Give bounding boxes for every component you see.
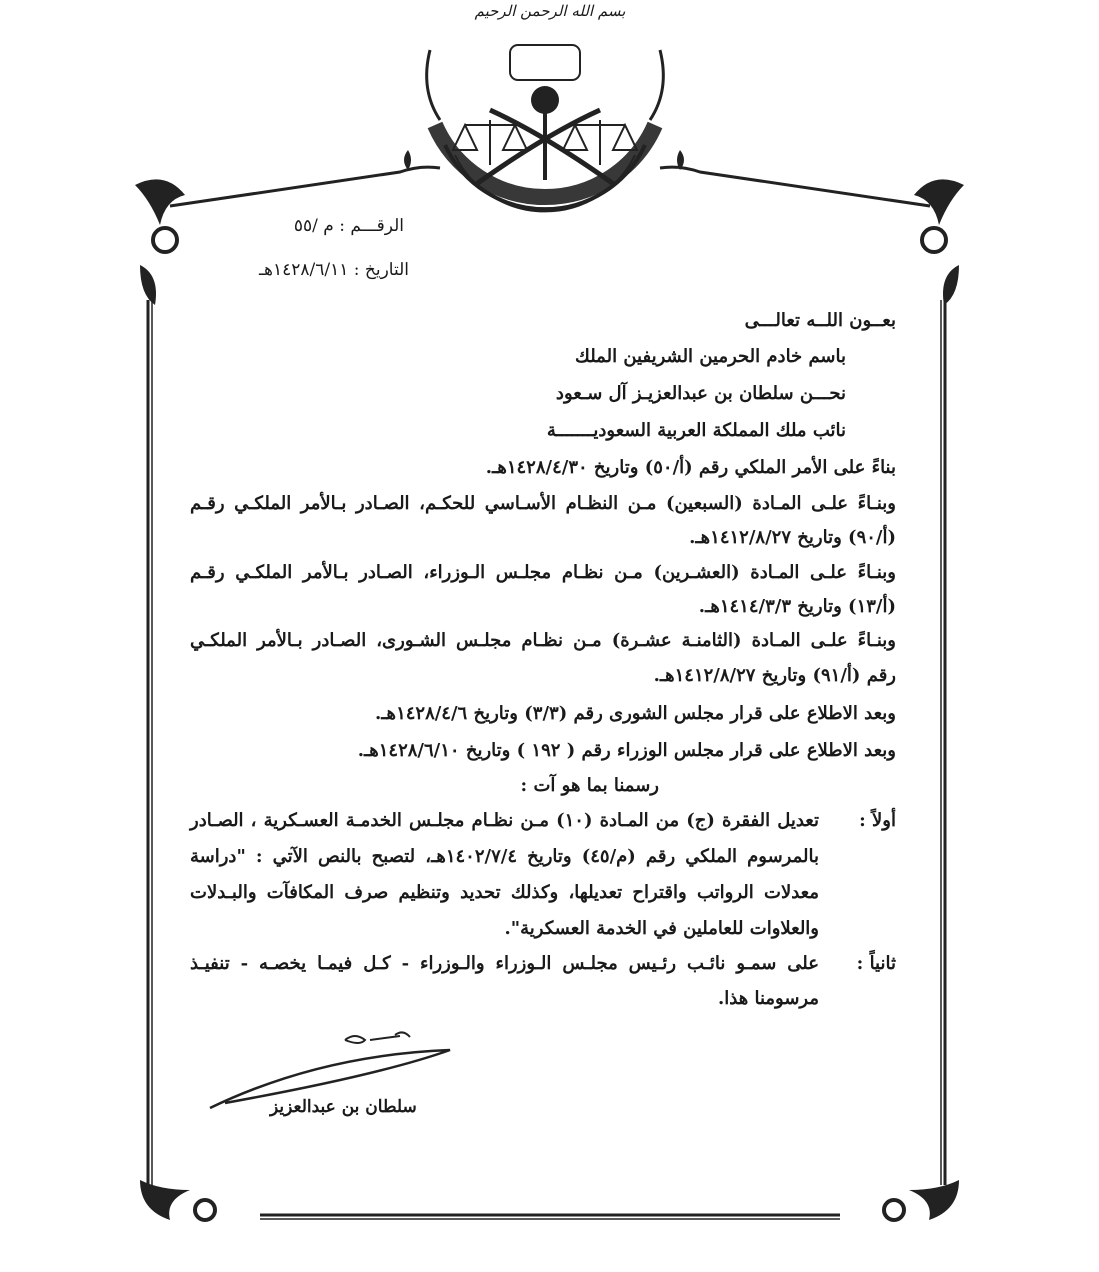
decree-date: التاريخ : ١٤٢٨/٦/١١هـ <box>259 260 409 280</box>
corner-ornament-top-right <box>914 179 964 305</box>
item-first-line: تعديل الفقرة (ج) من المـادة (١٠) مـن نظـام مجلـس الخدمـة العسـكرية ، الصـادر <box>190 810 819 831</box>
body-line: وبنـاءً علـى المـادة (الثامنـة عشـرة) مـن نظـام مجلـس الشـورى، الصـادر بـالأمر الملكـي <box>190 630 896 651</box>
item-second-line: مرسومنا هذا. <box>718 988 819 1009</box>
body-line: وبنـاءً علـى المـادة (السبعين) مـن النظـام الأسـاسي للحكـم، الصـادر بـالأمر الملكـي رقـم <box>190 493 896 514</box>
signatory-name: سلطان بن عبدالعزيز <box>270 1097 417 1117</box>
corner-ornament-bottom-right <box>884 1180 959 1220</box>
body-line: رقم (أ/٩١) وتاريخ ١٤١٢/٨/٢٧هـ. <box>653 665 896 686</box>
royal-emblem <box>427 45 664 211</box>
item-second-label: ثانياً : <box>856 953 896 974</box>
decree-number: الرقـــم : م /٥٥ <box>293 216 404 236</box>
intro-line: نحـــن سلطان بن عبدالعزيـز آل سـعود <box>555 383 846 404</box>
item-first-line: والعلاوات للعاملين في الخدمة العسكرية". <box>504 918 819 939</box>
item-second-line: على سمـو نائـب رئـيس مجلـس الـوزراء والـوزراء - كـل فيمـا يخصـه - تنفيـذ <box>190 953 819 974</box>
intro-line: نائب ملك المملكة العربية السعوديـــــــة <box>546 420 846 441</box>
item-first-line: معدلات الرواتب واقتراح تعديلها، وكذلك تحديد وتنظيم صرف المكافآت والبـدلات <box>190 882 819 903</box>
body-line: وبعد الاطلاع على قرار مجلس الوزراء رقم ( ١٩٢ ) وتاريخ ١٤٢٨/٦/١٠هـ. <box>357 740 896 761</box>
body-line: رسمنا بما هو آت : <box>520 775 659 796</box>
intro-line: بعــون اللــه تعالـــى <box>744 310 896 331</box>
item-first-line: بالمرسوم الملكي رقم (م/٤٥) وتاريخ ١٤٠٢/٧/٤هـ، لتصبح بالنص الآتي : "دراسة <box>190 846 819 867</box>
body-line: (أ/١٣) وتاريخ ١٤١٤/٣/٣هـ. <box>698 596 896 617</box>
body-line: بناءً على الأمر الملكي رقم (أ/٥٠) وتاريخ ١٤٢٨/٤/٣٠هـ. <box>485 457 896 478</box>
item-first-label: أولاً : <box>859 810 896 831</box>
intro-line: باسم خادم الحرمين الشريفين الملك <box>575 346 846 367</box>
corner-ornament-bottom-left <box>140 1180 215 1220</box>
body-line: وبنـاءً علـى المـادة (العشـرين) مـن نظـام مجلـس الـوزراء، الصـادر بـالأمر الملكـي رقـم <box>190 562 896 583</box>
body-line: وبعد الاطلاع على قرار مجلس الشورى رقم (٣/٣) وتاريخ ١٤٢٨/٤/٦هـ. <box>375 703 896 724</box>
body-line: (أ/٩٠) وتاريخ ١٤١٢/٨/٢٧هـ. <box>689 527 896 548</box>
flourish-left <box>404 150 411 170</box>
basmala: بسم الله الرحمن الرحيم <box>474 2 626 20</box>
corner-ornament-top-left <box>135 179 185 305</box>
